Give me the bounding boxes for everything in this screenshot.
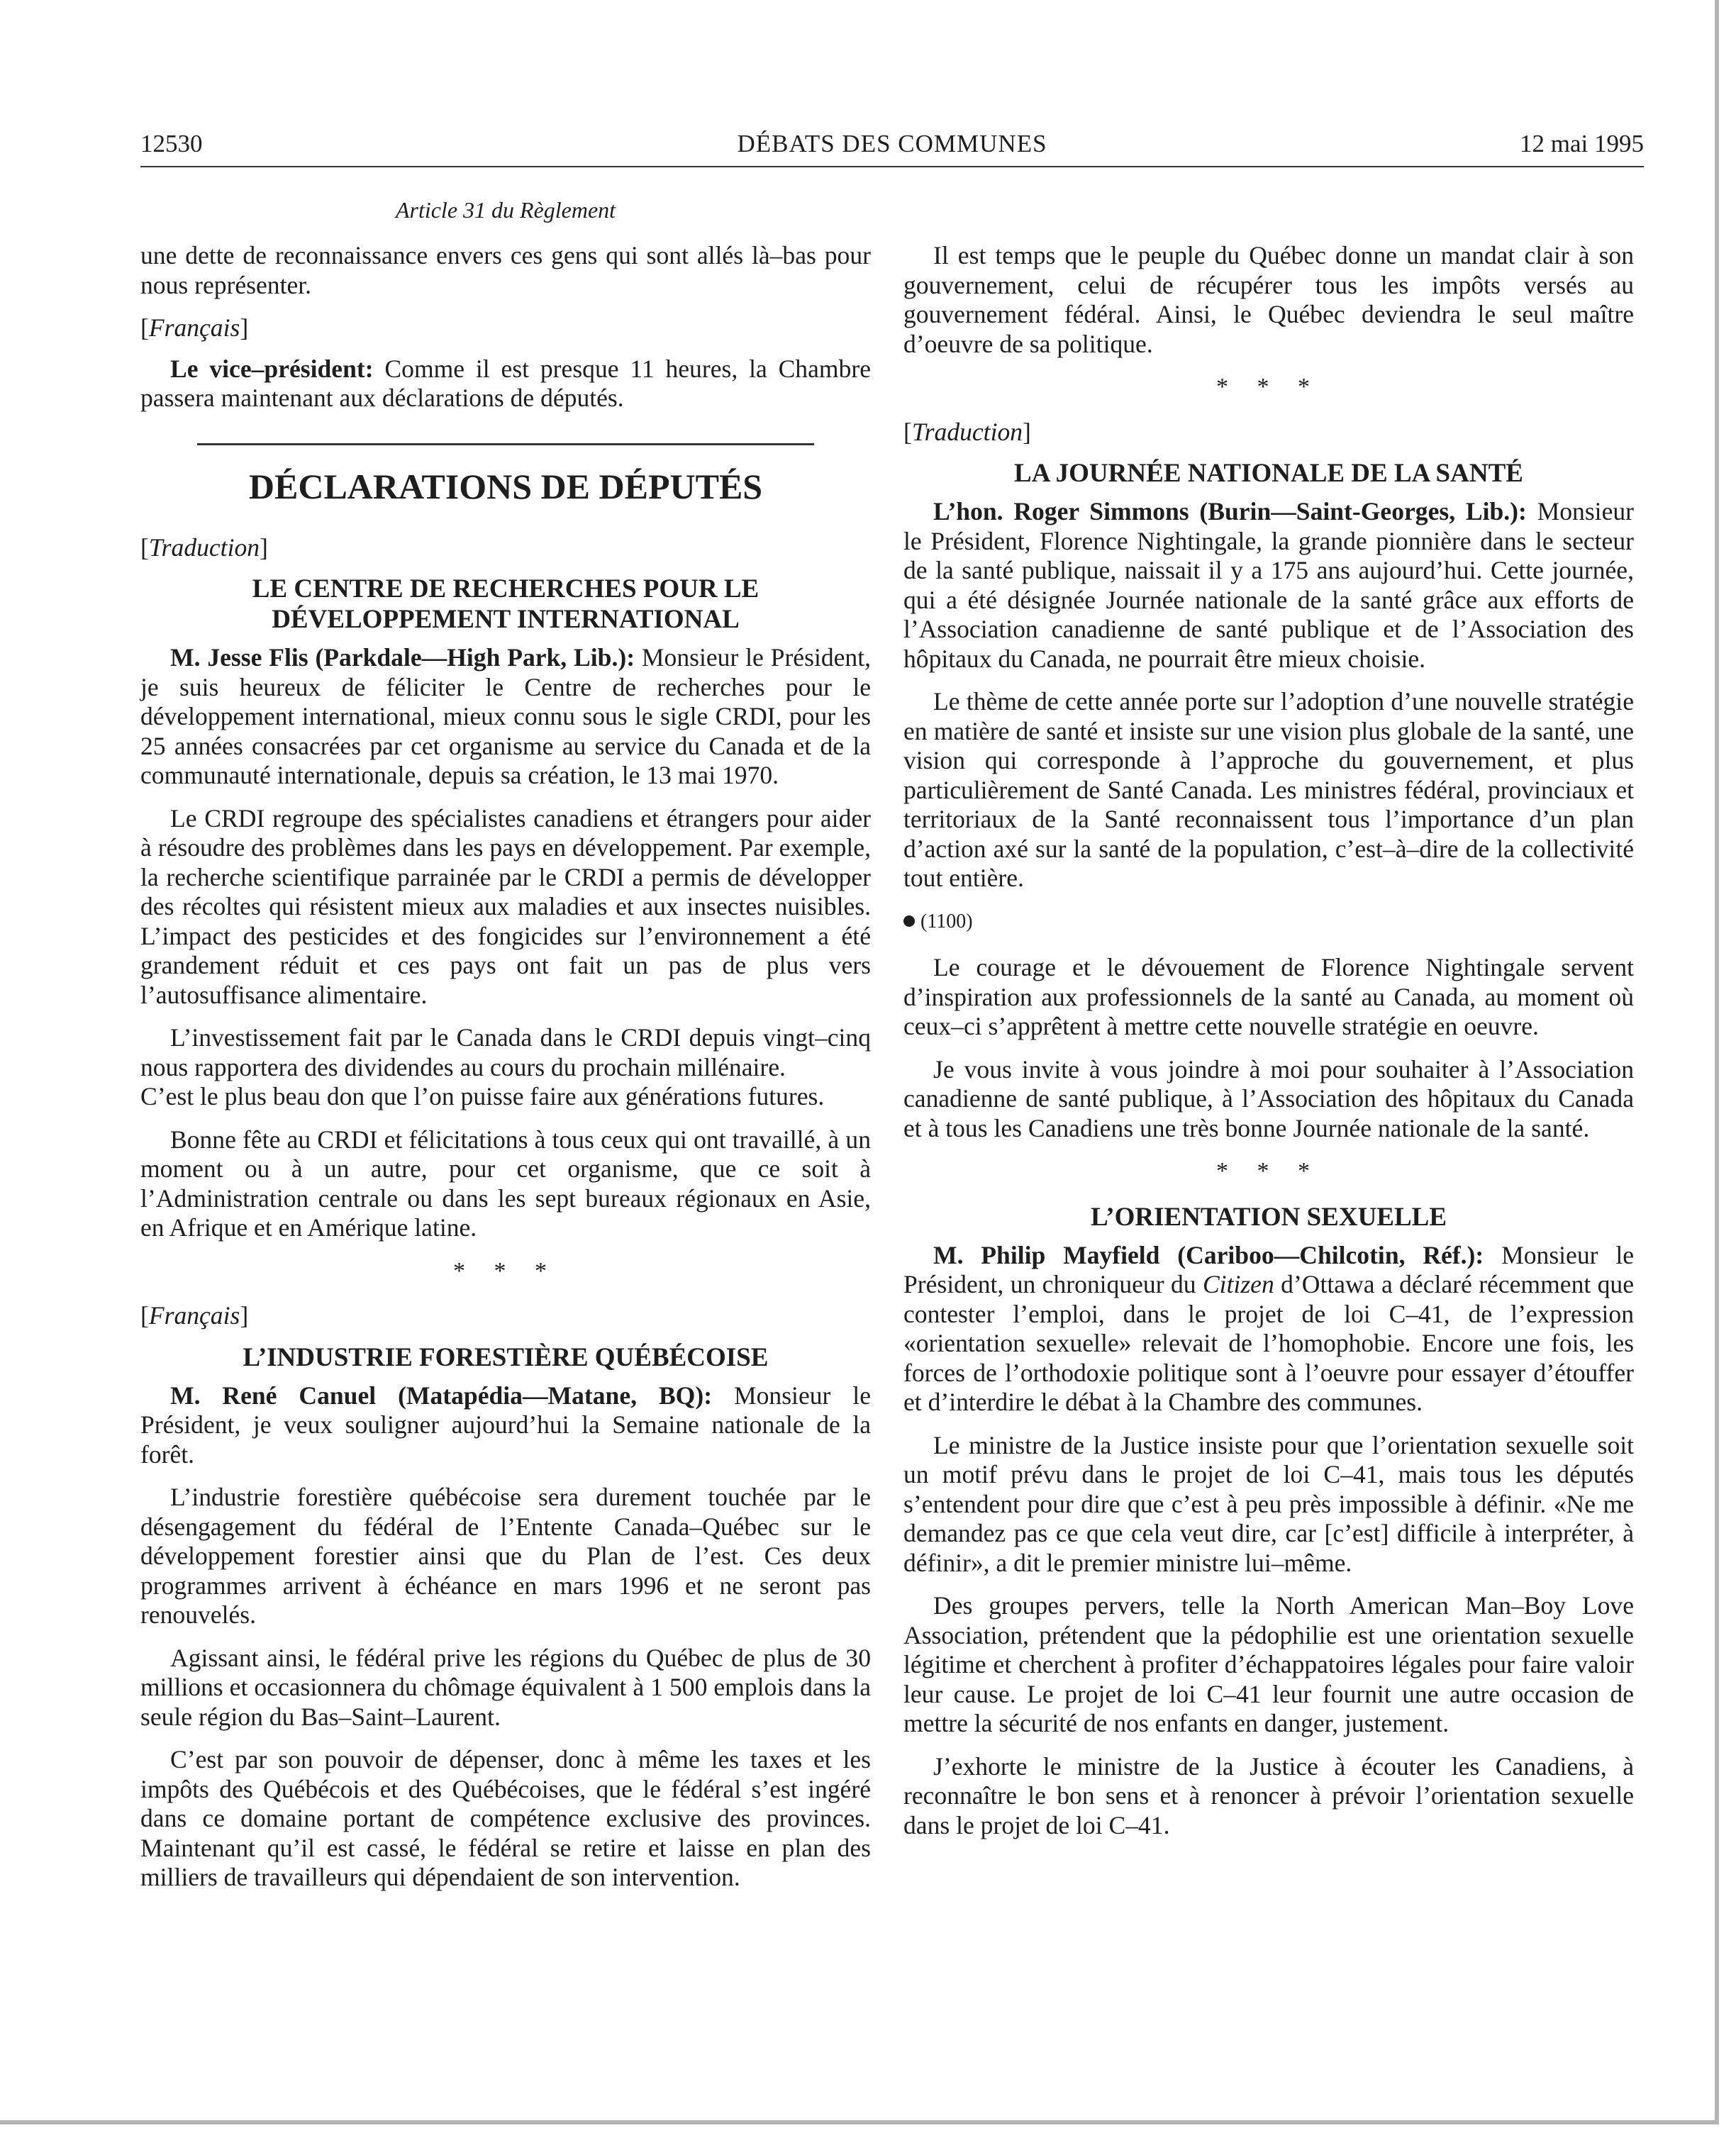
- section-separator-stars: * * *: [1216, 1158, 1321, 1184]
- publication-title: DÉBATS DES COMMUNES: [737, 130, 1047, 157]
- statement-heading: LA JOURNÉE NATIONALE DE LA SANTÉ: [1014, 459, 1523, 488]
- paragraph: Le ministre de la Justice insiste pour que l’orientation sexuelle soit un motif prévu dans le projet de loi C–41, mais tous les députés s’entendent pour dire que c’est à peu près impossible à définir. «Ne me demandez pas ce que cela veut dire, car [c’est] difficile à interpréter, à définir», a dit le premier ministre lui–même.: [903, 1430, 1634, 1577]
- speaker-name: M. Jesse Flis (Parkdale—High Park, Lib.):: [170, 643, 635, 672]
- language-tag: [Traduction]: [903, 417, 1031, 446]
- paragraph: Agissant ainsi, le fédéral prive les régions du Québec de plus de 30 millions et occasionnera du chômage équivalent à 1 500 emplois dans la seule région du Bas–Saint–Laurent.: [140, 1643, 871, 1731]
- speaker-name: L’hon. Roger Simmons (Burin—Saint-Georges, Lib.):: [933, 497, 1527, 525]
- language-tag: [Traduction]: [140, 533, 268, 562]
- paragraph: M. Philip Mayfield (Cariboo—Chilcotin, Réf.): Monsieur le Président, un chroniqueur du Citizen d’Ottawa a déclaré récemment que contester l’emploi, dans le projet de loi C–41, de l’expression «orientation sexuelle» relevait de l’homophobie. Encore une fois, les forces de l’orthodoxie politique sont à l’oeuvre pour essayer d’étouffer et d’interdire le débat à la Chambre des communes.: [903, 1240, 1635, 1416]
- time-marker: (1100): [903, 907, 1634, 937]
- section-title: DÉCLARATIONS DE DÉPUTÉS: [248, 466, 763, 506]
- section-label: Article 31 du Règlement: [395, 197, 616, 223]
- section-separator-stars: * * *: [453, 1257, 558, 1284]
- paragraph: Des groupes pervers, telle la North American Man–Boy Love Association, prétendent que la pédophilie est une orientation sexuelle légitime et cherchent à profiter d’échappatoires légales pour faire valoir leur cause. Le projet de loi C–41 leur fournit une autre occasion de mettre la sécurité de nos enfants en danger, justement.: [903, 1591, 1634, 1737]
- paragraph: M. René Canuel (Matapédia—Matane, BQ): Monsieur le Président, je veux souligner aujourd’hui la Semaine nationale de la forêt.: [140, 1381, 871, 1469]
- speaker-name: M. René Canuel (Matapédia—Matane, BQ):: [170, 1381, 713, 1410]
- paragraph: Le CRDI regroupe des spécialistes canadiens et étrangers pour aider à résoudre des problèmes dans les pays en développement. Par exemple, la recherche scientifique parrainée par le CRDI a permis de développer des récoltes qui résistent mieux aux maladies et aux insectes nuisibles. L’impact des pesticides et des fongicides sur l’environnement a été grandement réduit et ces pays ont fait un pas de plus vers l’autosuffisance alimentaire.: [140, 803, 871, 1009]
- speaker-name: M. Philip Mayfield (Cariboo—Chilcotin, Réf.):: [933, 1240, 1484, 1269]
- publication-date: 12 mai 1995: [1520, 130, 1644, 157]
- left-column: [140, 241, 871, 1906]
- paragraph: Le thème de cette année porte sur l’adoption d’une nouvelle stratégie en matière de santé et insiste sur une vision plus globale de la santé, une vision qui corresponde à l’approche du gouvernement, et plus particulièrement de Santé Canada. Les ministres fédéral, provinciaux et territoriaux de la Santé reconnaissent tous l’importance d’un plan d’action axé sur la santé de la population, c’est–à–dire de la collectivité tout entière.: [903, 687, 1634, 892]
- paragraph: J’exhorte le ministre de la Justice à écouter les Canadiens, à reconnaître le bon sens et à renoncer à prévoir l’orientation sexuelle dans le projet de loi C–41.: [903, 1751, 1634, 1839]
- paragraph: Je vous invite à vous joindre à moi pour souhaiter à l’Association canadienne de santé publique, à l’Association des hôpitaux du Canada et à tous les Canadiens une très bonne Journée nationale de la santé.: [903, 1054, 1634, 1142]
- running-head: [140, 123, 1644, 165]
- language-tag: [Français]: [140, 313, 249, 342]
- statement-heading: L’INDUSTRIE FORESTIÈRE QUÉBÉCOISE: [243, 1342, 769, 1372]
- language-tag: [Français]: [140, 1301, 249, 1330]
- newspaper-name: Citizen: [1202, 1270, 1274, 1298]
- paragraph: Bonne fête au CRDI et félicitations à tous ceux qui ont travaillé, à un moment ou à un autre, pour cet organisme, que ce soit à l’Administration centrale ou dans les sept bureaux régionaux en Asie, en Afrique et en Amérique latine.: [140, 1125, 871, 1242]
- paragraph: L’investissement fait par le Canada dans le CRDI depuis vingt–cinq nous rapportera des dividendes au cours du prochain millénaire.: [140, 1023, 871, 1081]
- paragraph: C’est le plus beau don que l’on puisse faire aux générations futures.: [140, 1082, 825, 1110]
- statement-heading: L’ORIENTATION SEXUELLE: [1090, 1202, 1447, 1232]
- paragraph: Il est temps que le peuple du Québec donne un mandat clair à son gouvernement, celui de récupérer tous les impôts versés au gouvernement fédéral. Ainsi, le Québec deviendra le seul maître d’oeuvre de sa politique.: [903, 241, 1634, 358]
- paragraph: Le courage et le dévouement de Florence Nightingale servent d’inspiration aux professionnels de la santé au Canada, au moment où ceux–ci s’apprêtent à mettre cette nouvelle stratégie en oeuvre.: [903, 953, 1634, 1040]
- paragraph: une dette de reconnaissance envers ces gens qui sont allés là–bas pour nous représenter.: [140, 241, 871, 299]
- section-separator-stars: * * *: [1216, 374, 1321, 400]
- paragraph: L’industrie forestière québécoise sera durement touchée par le désengagement du fédéral de l’Entente Canada–Québec sur le développement forestier ainsi que du Plan de l’est. Ces deux programmes arrivent à échéance en mars 1996 et ne seront pas renouvelés.: [140, 1483, 871, 1629]
- paragraph: Le vice–président: Comme il est presque 11 heures, la Chambre passera maintenant aux déclarations de députés.: [140, 354, 871, 412]
- statement-heading: LE CENTRE DE RECHERCHES POUR LE DÉVELOPPEMENT INTERNATIONAL: [252, 574, 760, 634]
- speaker-name: Le vice–président:: [170, 354, 374, 383]
- header-rule: [140, 166, 1644, 167]
- right-column: [903, 241, 1634, 1854]
- page-number: 12530: [140, 130, 203, 157]
- paragraph: L’hon. Roger Simmons (Burin—Saint-Georges, Lib.): Monsieur le Président, Florence Nightingale, la grande pionnière dans le secteur de la santé publique, naissait il y a 175 ans aujourd’hui. Cette journée, qui a été désignée Journée nationale de la santé grâce aux efforts de l’Association canadienne de santé publique et de l’Association des hôpitaux du Canada, ne pourrait être mieux choisie.: [903, 497, 1634, 673]
- paragraph: C’est par son pouvoir de dépenser, donc à même les taxes et les impôts des Québécois et des Québécoises, que le fédéral s’est ingéré dans ce domaine portant de compétence exclusive des provinces. Maintenant qu’il est cassé, le fédéral se retire et laisse en plan des milliers de travailleurs qui dépendaient de son intervention.: [140, 1745, 871, 1891]
- bullet-icon: [903, 915, 915, 927]
- paragraph: M. Jesse Flis (Parkdale—High Park, Lib.): Monsieur le Président, je suis heureux de féliciter le Centre de recherches pour le développement international, mieux connu sous le sigle CRDI, pour les 25 années consacrées par cet organisme au service du Canada et de la communauté internationale, depuis sa création, le 13 mai 1970.: [140, 643, 871, 789]
- section-divider: [197, 443, 814, 445]
